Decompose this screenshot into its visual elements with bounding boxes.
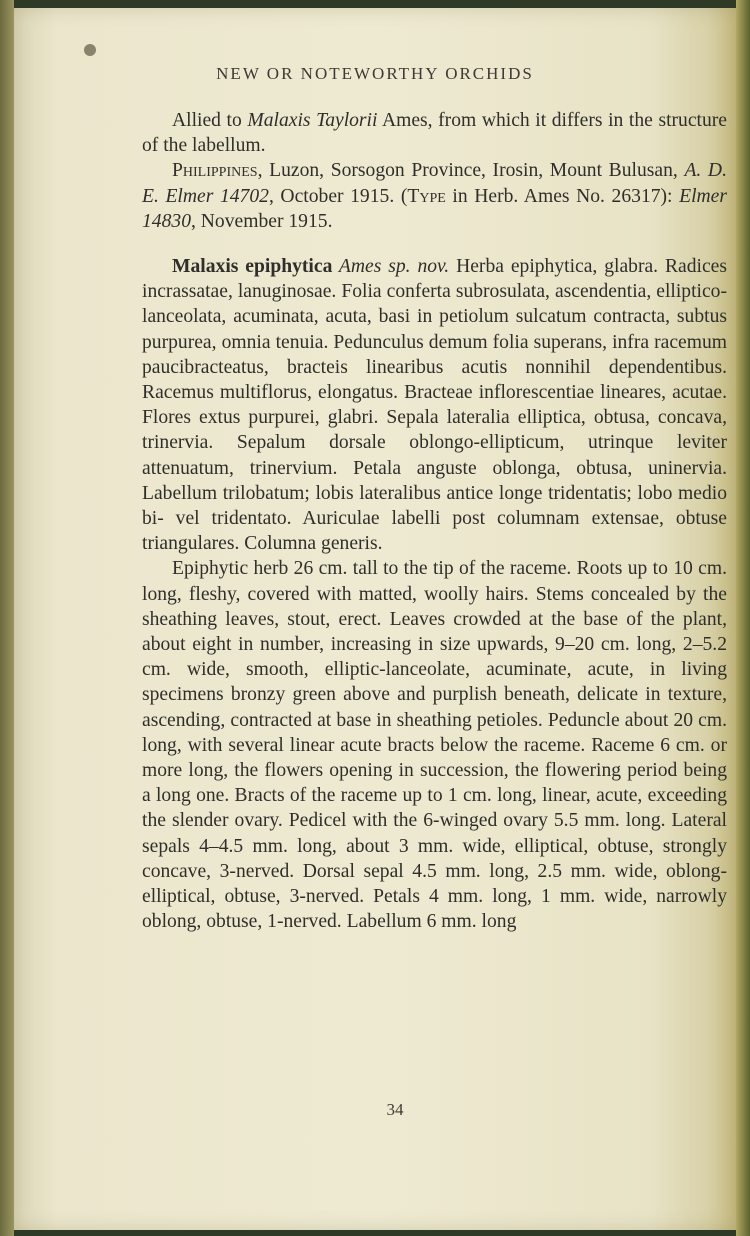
page-number: 34 <box>386 1100 404 1119</box>
paragraph-locality: Philippines, Luzon, Sorsogon Province, Irosin, Mount Bulusan, A. D. E. Elmer 14702, October 1915. (Type in Herb. Ames No. 26317): Elmer 14830, November 1915. <box>142 160 727 232</box>
ink-blot <box>84 44 96 56</box>
book-binding-edge <box>0 0 14 1236</box>
paragraph-english-description: Epiphytic herb 26 cm. tall to the tip of the raceme. Roots up to 10 cm. long, fleshy, covered with matted, woolly hairs. Stems concealed by the sheathing leaves, stout, erect. Leaves crowded at the base of the plant, about eight in number, increasing in size upwards, 9–20 cm. long, 2–5.2 cm. wide, smooth, elliptic-lanceolate, acuminate, acute, in living specimens bronzy green above and purplish beneath, delicate in texture, ascending, contracted at base in sheathing petioles. Peduncle about 20 cm. long, with several linear acute bracts below the raceme. Raceme 6 cm. or more long, the flowers opening in succession, the flowering period being a long one. Bracts of the raceme up to 1 cm. long, linear, acute, exceeding the slender ovary. Pedicel with the 6-winged ovary 5.5 mm. long. Lateral sepals 4–4.5 mm. long, about 3 mm. wide, elliptical, obtuse, strongly concave, 3-nerved. Dorsal sepal 4.5 mm. long, 2.5 mm. wide, oblong-elliptical, obtuse, 3-nerved. Petals 4 mm. long, 1 mm. wide, narrowly oblong, obtuse, 1-nerved. Labellum 6 mm. long <box>142 558 727 933</box>
paragraph-latin-description: Malaxis epiphytica Ames sp. nov. Herba epiphytica, glabra. Radices incrassatae, lanuginosae. Folia conferta subrosulata, ascendentia, elliptico-lanceolata, acuminata, acuta, basi in petiolum sulcatum contracta, subtus purpurea, omnia tenuia. Pedunculus demum folia superans, infra racemum paucibracteatus, bracteis linearibus acutis nonnihil dependentibus. Racemus multiflorus, elongatus. Bracteae inflorescentiae lineares, acutae. Flores extus purpurei, glabri. Sepala lateralia elliptica, obtusa, concava, trinervia. Sepalum dorsale oblongo-ellipticum, utrinque leviter attenuatum, trinervium. Petala anguste oblonga, obtusa, uninervia. Labellum trilobatum; lobis lateralibus antice longe tridentatis; lobo medio bi- vel tridentato. Auriculae labelli post columnam extensae, obtuse triangulares. Columna generis. <box>142 256 727 555</box>
book-page <box>14 8 736 1230</box>
book-page-edge <box>736 0 750 1236</box>
paragraph-affinity: Allied to Malaxis Taylorii Ames, from which it differs in the structure of the labellum. <box>142 110 728 157</box>
species-name: Malaxis epiphytica <box>172 256 333 278</box>
page-body <box>142 108 727 935</box>
running-header: NEW OR NOTEWORTHY ORCHIDS <box>216 64 534 83</box>
